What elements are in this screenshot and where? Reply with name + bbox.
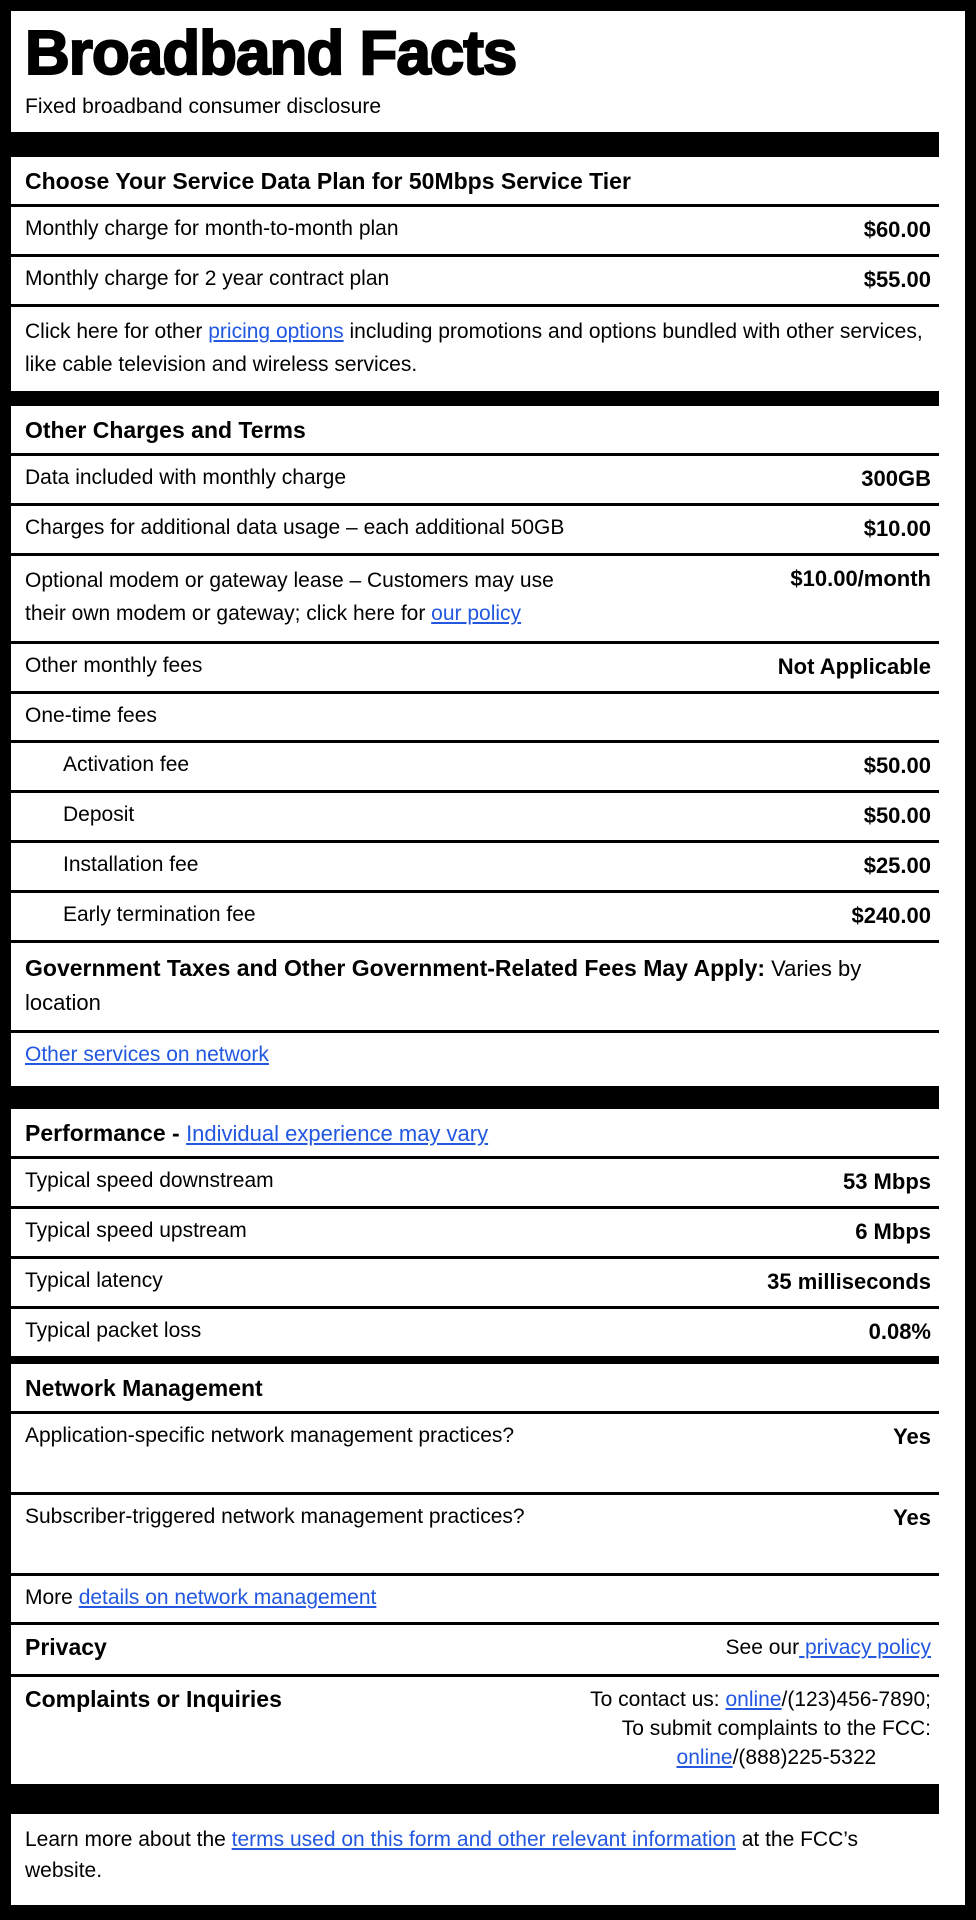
row-label: Subscriber-triggered network management practices? xyxy=(25,1505,525,1528)
row-label: Charges for additional data usage – each additional 50GB xyxy=(25,516,565,539)
row-value: 300GB xyxy=(861,466,931,491)
table-row xyxy=(11,644,939,694)
experience-may-vary-link[interactable]: Individual experience may vary xyxy=(186,1121,489,1146)
row-value: $55.00 xyxy=(863,267,931,292)
fcc-phone: /(888)225-5322 xyxy=(732,1746,877,1769)
network-management-section xyxy=(11,1364,939,1625)
performance-header xyxy=(11,1109,939,1159)
other-charges-section xyxy=(11,406,939,1086)
row-label: One-time fees xyxy=(25,704,157,727)
table-row xyxy=(11,843,939,893)
row-value: 35 milliseconds xyxy=(767,1269,931,1294)
row-value: 6 Mbps xyxy=(855,1219,931,1244)
row-value: 0.08% xyxy=(868,1319,931,1344)
masthead xyxy=(11,11,939,119)
privacy-row xyxy=(11,1625,939,1677)
contact-online-link[interactable]: online xyxy=(725,1688,782,1711)
contact-line xyxy=(590,1688,931,1711)
row-value: $240.00 xyxy=(851,903,931,928)
row-label: Other monthly fees xyxy=(25,654,203,677)
privacy-header: Privacy xyxy=(25,1634,107,1660)
table-row xyxy=(11,257,939,307)
table-row xyxy=(11,556,939,644)
privacy-policy-text xyxy=(726,1633,931,1662)
row-value: Yes xyxy=(893,1505,931,1530)
row-value: $50.00 xyxy=(863,753,931,778)
plan-section xyxy=(11,157,939,391)
row-label: Deposit xyxy=(63,803,135,826)
row-label: Typical speed upstream xyxy=(25,1219,247,1242)
network-management-header: Network Management xyxy=(11,1364,939,1414)
row-label: Data included with monthly charge xyxy=(25,466,347,489)
complaints-row xyxy=(11,1677,939,1784)
section-divider xyxy=(11,391,939,406)
page-subtitle: Fixed broadband consumer disclosure xyxy=(25,95,382,118)
other-services-row xyxy=(11,1033,939,1086)
contact-phone: /(123)456-7890; xyxy=(781,1688,931,1711)
table-row xyxy=(11,1259,939,1309)
section-divider xyxy=(11,1356,939,1364)
row-label: Typical packet loss xyxy=(25,1319,202,1342)
row-label: Early termination fee xyxy=(63,903,256,926)
performance-section xyxy=(11,1109,939,1356)
terms-link[interactable]: terms used on this form and other relevant information xyxy=(231,1828,736,1851)
row-label xyxy=(25,1584,931,1611)
our-policy-link[interactable]: our policy xyxy=(431,602,522,625)
row-label: Monthly charge for 2 year contract plan xyxy=(25,267,390,290)
complaints-contact-block xyxy=(590,1685,931,1772)
modem-row-text: Optional modem or gateway lease – Customers may use their own modem or gateway; click here for xyxy=(25,569,554,625)
row-value: Not Applicable xyxy=(777,654,931,679)
table-row xyxy=(11,456,939,506)
footer-note xyxy=(11,1814,939,1898)
contact-text: To contact us: xyxy=(590,1688,726,1711)
row-label: Typical speed downstream xyxy=(25,1169,274,1192)
more-details-text: More xyxy=(25,1586,79,1609)
row-label: Activation fee xyxy=(63,753,190,776)
other-services-link[interactable]: Other services on network xyxy=(25,1043,269,1066)
page-title: Broadband Facts xyxy=(25,19,517,88)
footer-text: at the FCC’s website. xyxy=(25,1828,859,1882)
performance-header-label: Performance - xyxy=(25,1120,187,1146)
section-divider xyxy=(11,1784,939,1814)
row-label: Installation fee xyxy=(63,853,199,876)
row-label: Typical latency xyxy=(25,1269,163,1292)
table-row xyxy=(11,743,939,793)
table-row xyxy=(11,1414,939,1495)
section-divider xyxy=(11,132,939,157)
row-label: Application-specific network management practices? xyxy=(25,1424,515,1447)
complaints-header: Complaints or Inquiries xyxy=(25,1686,282,1712)
more-details-row xyxy=(11,1576,939,1625)
pricing-note-text: including promotions and options bundled with other services, like cable television and wireless services. xyxy=(25,320,923,376)
other-charges-header: Other Charges and Terms xyxy=(11,406,939,456)
row-label xyxy=(25,564,590,630)
government-taxes-text: Varies by location xyxy=(25,956,862,1015)
network-management-details-link[interactable]: details on network management xyxy=(78,1586,377,1609)
privacy-see-our-text: See our xyxy=(725,1636,800,1659)
fcc-online-link[interactable]: online xyxy=(676,1746,733,1769)
government-taxes-bold: Government Taxes and Other Government-Related Fees May Apply: xyxy=(25,955,766,981)
table-row xyxy=(11,1495,939,1576)
government-taxes-row xyxy=(11,943,939,1033)
pricing-note-text: Click here for other xyxy=(25,320,209,343)
privacy-policy-link[interactable]: privacy policy xyxy=(799,1636,931,1659)
footer-text: Learn more about the xyxy=(25,1828,232,1851)
fcc-contact-block xyxy=(622,1714,931,1772)
table-row xyxy=(11,506,939,556)
table-row xyxy=(11,1209,939,1259)
row-value: $10.00 xyxy=(863,516,931,541)
fcc-line: To submit complaints to the FCC: xyxy=(621,1717,931,1740)
row-label: Monthly charge for month-to-month plan xyxy=(25,217,399,240)
plan-section-header: Choose Your Service Data Plan for 50Mbps Service Tier xyxy=(11,157,939,207)
row-value: $50.00 xyxy=(863,803,931,828)
table-row xyxy=(11,893,939,943)
row-value: 53 Mbps xyxy=(842,1169,931,1194)
pricing-note xyxy=(11,307,939,391)
table-row xyxy=(11,1159,939,1209)
row-value: Yes xyxy=(893,1424,931,1449)
section-divider xyxy=(11,1086,939,1109)
table-row xyxy=(11,694,939,743)
table-row xyxy=(11,1309,939,1356)
table-row xyxy=(11,793,939,843)
table-row xyxy=(11,207,939,257)
pricing-options-link[interactable]: pricing options xyxy=(208,320,344,343)
row-value: $25.00 xyxy=(863,853,931,878)
row-value: $60.00 xyxy=(863,217,931,242)
row-value: $10.00/month xyxy=(790,566,931,591)
